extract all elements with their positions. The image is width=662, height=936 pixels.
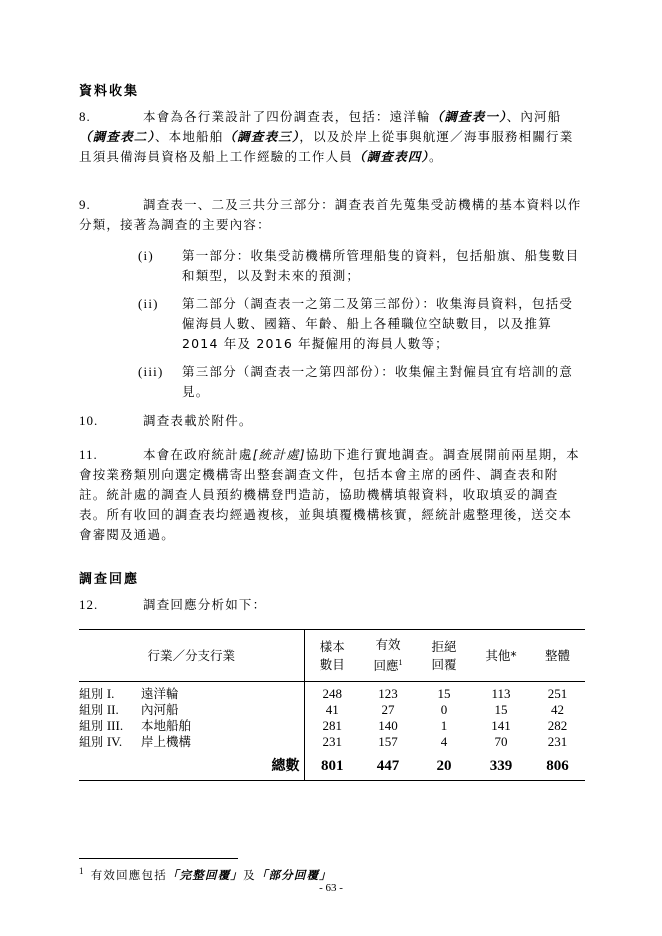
header-other: 其他* <box>485 647 517 663</box>
page-number: - 63 - <box>319 882 343 894</box>
header-refused: 拒絕 回覆 <box>431 638 457 672</box>
list-item-iii: (iii) 第三部分（調查表一之第四部份）：收集僱主對僱員宜有培訓的意見。 <box>138 364 574 399</box>
list-item-ii: (ii) 第二部分（調查表一之第二及第三部份）：收集海員資料，包括受僱海員人數、國籍、年齡、船上各種職位空缺數目，以及推算 2014 年及 2016 年擬僱用的海員人數等； <box>138 296 574 351</box>
total-label: 總數 <box>79 750 304 781</box>
table-row: 組別 II. 內河船 41 27 0 15 42 <box>79 702 564 718</box>
section-heading-data-collection: 資料收集 <box>79 84 140 99</box>
paragraph-8: 8. 本會為各行業設計了四份調查表，包括：遠洋輪（調查表一）、內河船（調查表二）、本地船舶（調查表三），以及於岸上從事與航運／海事服務相關行業且須具備海員資格及船上工作經驗的工作人員（調查表四）。 <box>79 109 574 164</box>
table-row: 組別 I. 遠洋輪 248 123 15 113 251 <box>79 682 585 703</box>
paragraph-number: 11. <box>79 447 98 462</box>
paragraph-9: 9. 調查表一、二及三共分三部分：調查表首先蒐集受訪機構的基本資料以作分類，接著為調查的主要內容： <box>79 197 582 232</box>
header-total: 整體 <box>544 647 570 663</box>
table-total-row: 總數 801 447 20 339 806 <box>79 750 585 781</box>
paragraph-number: 8. <box>79 109 91 124</box>
paragraph-12: 12. 調查回應分析如下： <box>79 595 585 615</box>
table-row: 組別 III. 本地船舶 281 140 1 141 282 <box>79 718 568 734</box>
footnote-divider <box>79 858 238 859</box>
paragraph-number: 12. <box>79 597 99 612</box>
list-item-i: (i) 第一部分：收集受訪機構所管理船隻的資料，包括船旗、船隻數目和類型，以及對未來的預測； <box>138 248 580 283</box>
survey-response-table <box>79 629 585 781</box>
paragraph-number: 10. <box>79 413 99 428</box>
paragraph-10: 10. 調查表載於附件。 <box>79 411 585 431</box>
table-row: 組別 IV. 岸上機構 231 157 4 70 231 <box>79 734 568 750</box>
section-heading-survey-response: 調查回應 <box>79 572 140 587</box>
table-header-row <box>79 630 585 682</box>
paragraph-11: 11. 本會在政府統計處[統計處]協助下進行實地調查。調查展開前兩星期，本會按業務類別向選定機構寄出整套調查文件，包括本會主席的函件、調查表和附註。統計處的調查人員預約機構登門造訪，協助機構填報資料，收取填妥的調查表。所有收回的調查表均經過複核，並與填覆機構核實，經統計處整理後，送交本會審閱及通過。 <box>79 447 580 542</box>
header-sample: 樣本 數目 <box>319 638 345 672</box>
footnote: $^1$ 有效回應包括「完整回覆」及「部分回覆」 <box>79 866 333 882</box>
header-valid-response: 有效 回應$^1$ <box>373 637 403 674</box>
paragraph-number: 9. <box>79 197 91 212</box>
header-category: 行業／分支行業 <box>79 630 304 682</box>
